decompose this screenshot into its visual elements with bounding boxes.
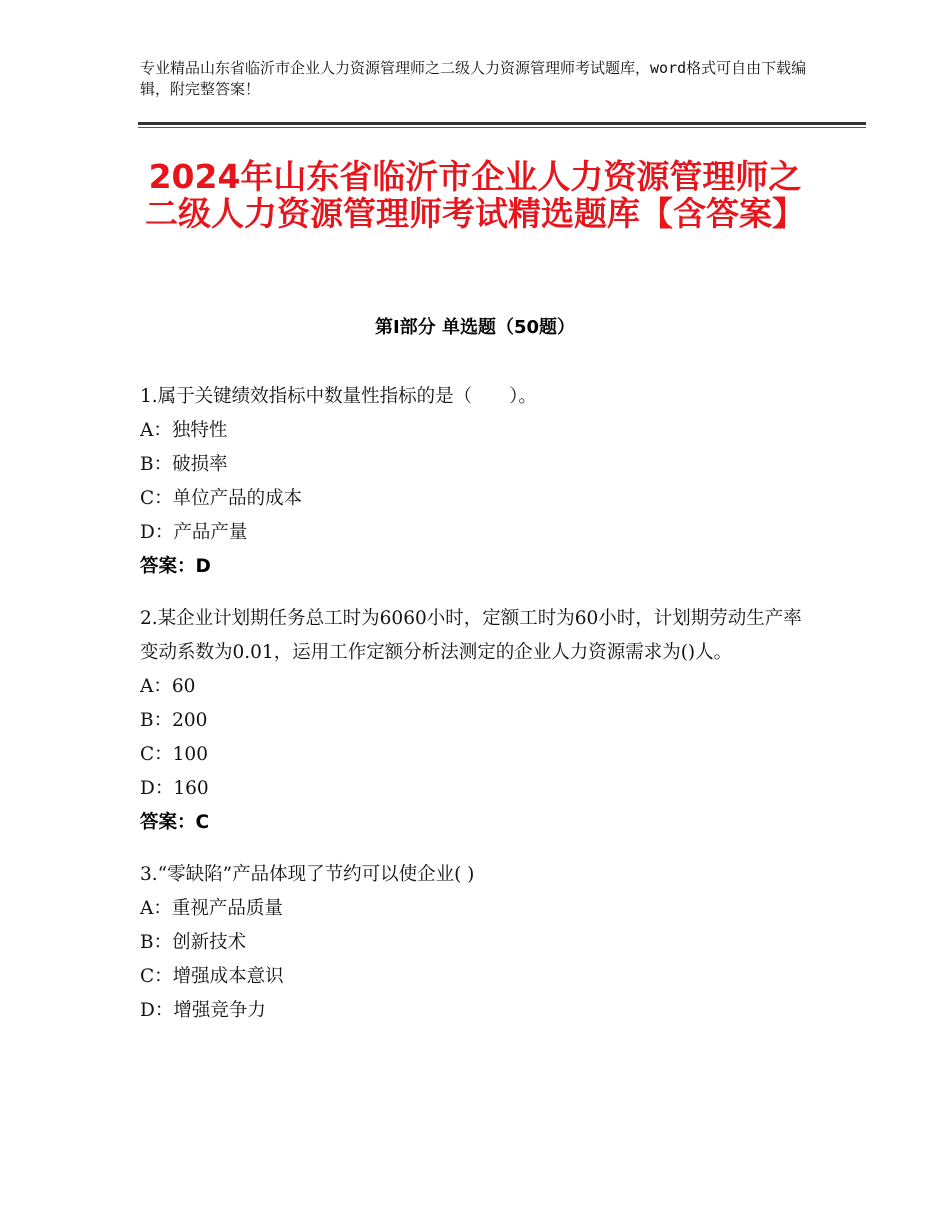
document-title: 2024年山东省临沂市企业人力资源管理师之二级人力资源管理师考试精选题库【含答案】 bbox=[145, 157, 805, 233]
answer-line: 答案：C bbox=[140, 812, 210, 833]
option-c: C：100 bbox=[140, 744, 208, 765]
option-d: D：增强竞争力 bbox=[140, 1000, 266, 1021]
option-c: C：单位产品的成本 bbox=[140, 488, 303, 509]
question-list bbox=[140, 380, 820, 1046]
answer-line: 答案：D bbox=[140, 556, 211, 577]
question-stem: 2.某企业计划期任务总工时为6060小时，定额工时为60小时，计划期劳动生产率变动系数为0.01，运用工作定额分析法测定的企业人力资源需求为()人。 bbox=[140, 608, 802, 663]
option-c: C：增强成本意识 bbox=[140, 966, 284, 987]
option-a: A：60 bbox=[140, 676, 196, 697]
option-a: A：重视产品质量 bbox=[140, 898, 283, 919]
option-b: B：创新技术 bbox=[140, 932, 247, 953]
option-d: D：产品产量 bbox=[140, 522, 248, 543]
option-d: D：160 bbox=[140, 778, 209, 799]
question-1 bbox=[140, 380, 820, 584]
option-a: A：独特性 bbox=[140, 420, 228, 441]
question-2 bbox=[140, 602, 820, 840]
question-stem: 1.属于关键绩效指标中数量性指标的是（ ）。 bbox=[140, 386, 537, 407]
question-3 bbox=[140, 858, 820, 1028]
question-stem: 3.“零缺陷”产品体现了节约可以使企业( ) bbox=[140, 864, 475, 885]
header-note: 专业精品山东省临沂市企业人力资源管理师之二级人力资源管理师考试题库，word格式可自由下载编辑，附完整答案！ bbox=[140, 59, 807, 98]
header-divider-thick bbox=[138, 122, 866, 125]
header-divider-thin bbox=[138, 127, 866, 128]
option-b: B：破损率 bbox=[140, 454, 228, 475]
option-b: B：200 bbox=[140, 710, 208, 731]
section-heading: 第Ⅰ部分 单选题（50题） bbox=[374, 317, 575, 338]
